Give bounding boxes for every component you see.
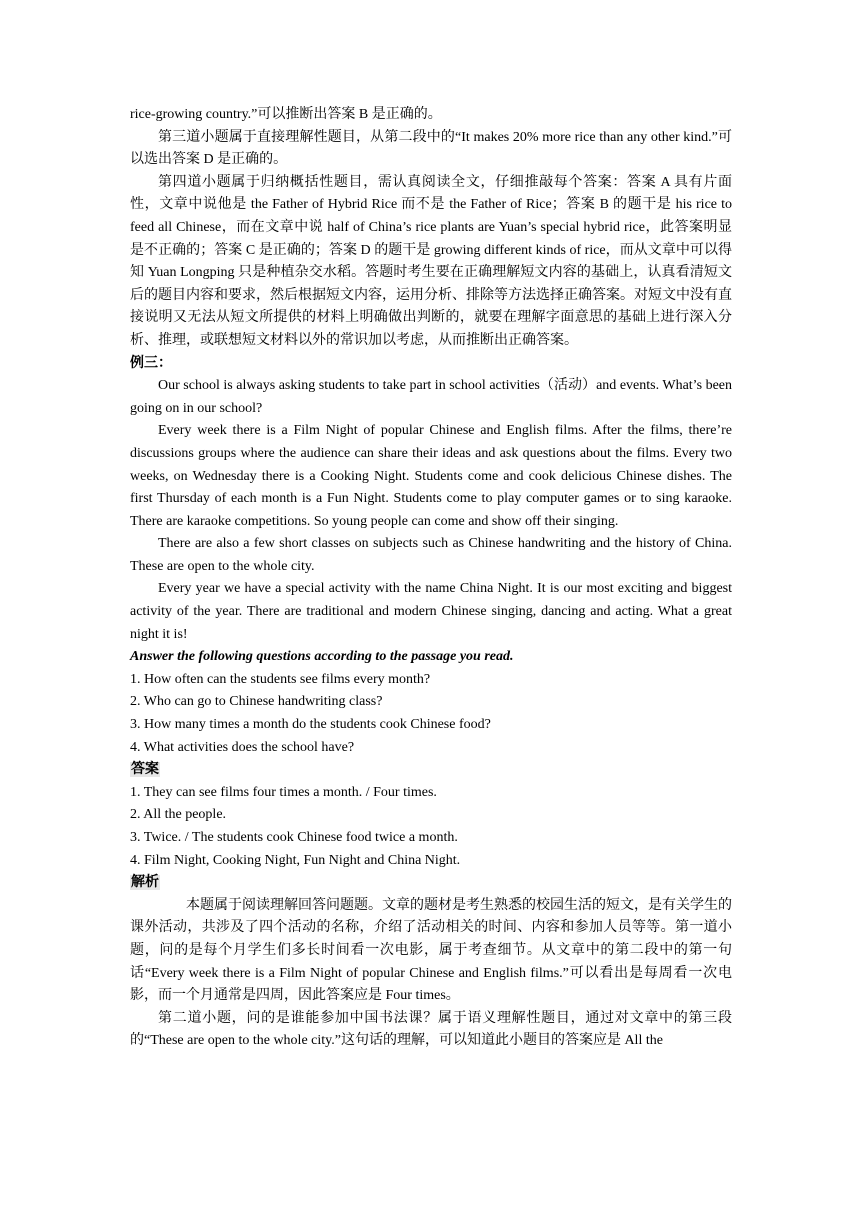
answer-heading-text: 答案 bbox=[131, 762, 159, 778]
instruction-line: Answer the following questions according to the passage you read. bbox=[130, 649, 514, 665]
passage-paragraph-1: Our school is always asking students to take part in school activities（活动）and events. What’s been going on in our school? bbox=[130, 378, 732, 416]
answer-heading bbox=[130, 759, 732, 782]
answer-4: 4. Film Night, Cooking Night, Fun Night and China Night. bbox=[130, 852, 461, 868]
question-3: 3. How many times a month do the students cook Chinese food? bbox=[130, 717, 491, 733]
paragraph-question-3-analysis: 第三道小题属于直接理解性题目，从第二段中的“It makes 20% more rice than any other kind.”可以选出答案 D 是正确的。 bbox=[130, 129, 732, 168]
analysis-heading bbox=[130, 872, 732, 895]
analysis-paragraph-1: 本题属于阅读理解回答问题题。文章的题材是考生熟悉的校园生活的短文，是有关学生的课外活动，共涉及了四个活动的名称，介绍了活动相关的时间、内容和参加人员等等。第一道小题，问的是每个月学生们多长时间看一次电影，属于考查细节。从文章中的第二段中的第一句话“Every week there is a Film Night of popular Chinese and English films.”可以看出是每周看一次电影，而一个月通常是四周，因此答案应是 Four times。 bbox=[130, 897, 732, 1004]
analysis-paragraph-2: 第二道小题，问的是谁能参加中国书法课？属于语义理解性题目，通过对文章中的第三段的“These are open to the whole city.”这句话的理解，可以知道此小题目的答案应是 All the bbox=[130, 1010, 732, 1049]
analysis-heading-text: 解析 bbox=[131, 875, 159, 891]
paragraph-continuation: rice-growing country.”可以推断出答案 B 是正确的。 bbox=[130, 107, 442, 122]
question-2: 2. Who can go to Chinese handwriting class? bbox=[130, 694, 383, 710]
answer-2: 2. All the people. bbox=[130, 807, 227, 823]
question-1: 1. How often can the students see films every month? bbox=[130, 671, 431, 687]
example-label-text: 例三： bbox=[130, 355, 172, 371]
passage-paragraph-4: Every year we have a special activity with the name China Night. It is our most exciting and biggest activity of the year. There are traditional and modern Chinese singing, dancing and acting. What a great night it is! bbox=[130, 581, 732, 642]
passage-paragraph-2: Every week there is a Film Night of popular Chinese and English films. After the films, there’re discussions groups where the audience can share their ideas and ask questions about the films. Every two weeks, on Wednesday there is a Cooking Night. Students come and cook delicious Chinese dishes. The first Thursday of each month is a Fun Night. Students come to play computer games or to sing karaoke. There are karaoke competitions. So young people can come and show off their singing. bbox=[130, 423, 732, 529]
paragraph-question-4-analysis: 第四道小题属于归纳概括性题目，需认真阅读全文，仔细推敲每个答案：答案 A 具有片面性，文章中说他是 the Father of Hybrid Rice 而不是 the Father of Rice；答案 B 的题干是 his rice to feed all Chinese，而在文章中说 half of China’s rice plants are Yuan’s special hybrid rice，此答案明显是不正确的；答案 C 是正确的；答案 D 的题干是 growing different kinds of rice，而从文章中可以得知 Yuan Longping 只是种植杂交水稻。答题时考生要在正确理解短文内容的基础上，认真看清短文后的题目内容和要求，然后根据短文内容，运用分析、排除等方法选择正确答案。对短文中没有直接说明又无法从短文所提供的材料上明确做出判断的，就要在理解字面意思的基础上进行深入分析、推理，或联想短文材料以外的常识加以考虑，从而推断出正确答案。 bbox=[130, 174, 732, 348]
example-label bbox=[130, 353, 732, 376]
document-page bbox=[130, 104, 732, 1053]
passage-paragraph-3: There are also a few short classes on subjects such as Chinese handwriting and the history of China. These are open to the whole city. bbox=[130, 536, 732, 574]
question-4: 4. What activities does the school have? bbox=[130, 739, 355, 755]
answer-1: 1. They can see films four times a month. / Four times. bbox=[130, 784, 437, 800]
answer-3: 3. Twice. / The students cook Chinese food twice a month. bbox=[130, 830, 458, 845]
